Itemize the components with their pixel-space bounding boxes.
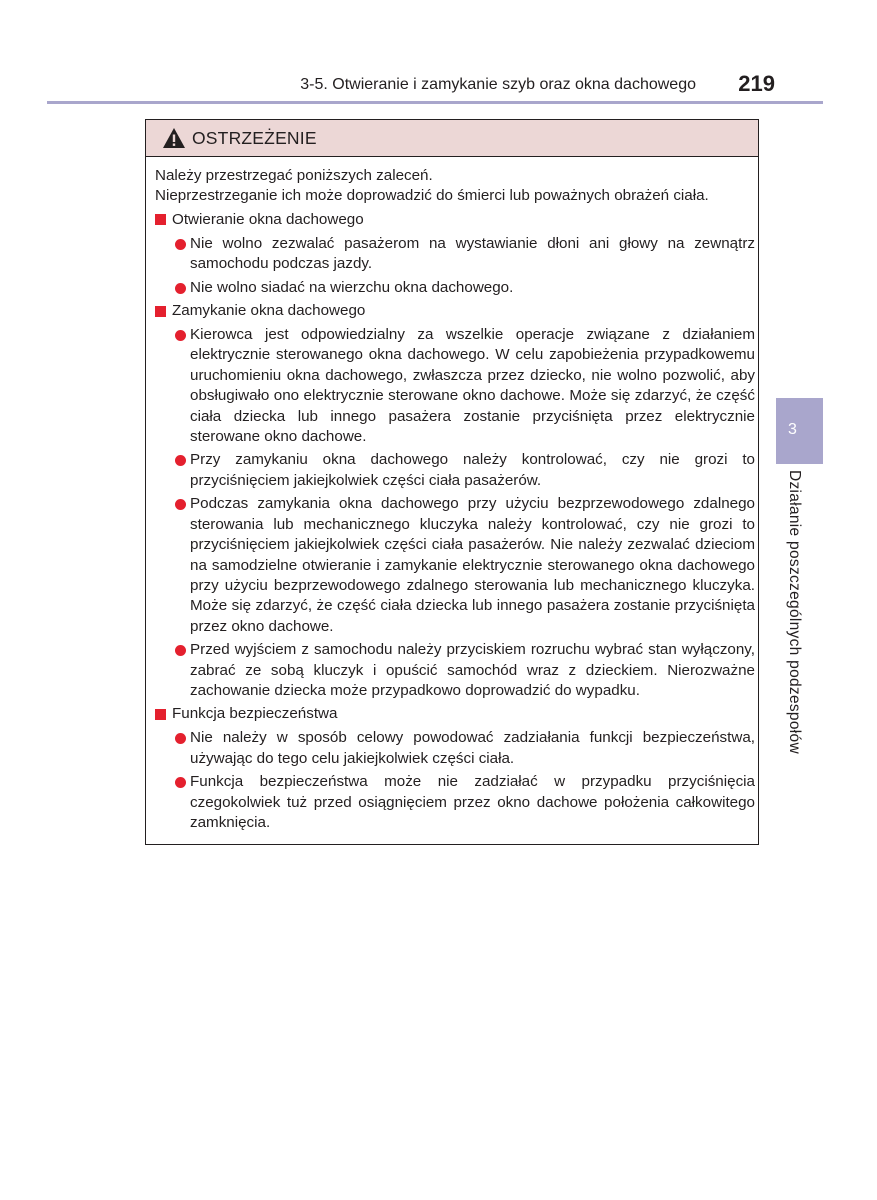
warning-box bbox=[145, 119, 759, 845]
list-item-text: Nie wolno zezwalać pasażerom na wystawianie dłoni ani głowy na zewnątrz samochodu podczas jazdy. bbox=[190, 234, 755, 273]
list-item-text: Podczas zamykania okna dachowego przy użyciu bezprzewodowego zdalnego sterowania lub mechanicznego kluczyka należy kontrolować, czy nie grozi to przyciśnięciem jakiejkolwiek części ciała pasażerów. Nie należy zezwalać dzieciom na samodzielne otwieranie i zamykanie elektrycznie sterowanego okna dachowego przy użyciu bezprzewodowego zdalnego sterowania lub mechanicznego kluczyka. Może się zdarzyć, że część ciała dziecka lub innego pasażera zostanie przyciśnięta przez okno dachowe. bbox=[190, 495, 755, 635]
round-bullet-icon bbox=[175, 733, 186, 744]
header-section-title: 3-5. Otwieranie i zamykanie szyb oraz okna dachowego bbox=[300, 76, 696, 93]
warning-intro-line-1: Należy przestrzegać poniższych zaleceń. bbox=[155, 167, 433, 184]
warning-intro-line-2: Nieprzestrzeganie ich może doprowadzić do śmierci lub poważnych obrażeń ciała. bbox=[155, 187, 709, 205]
chapter-label: Działanie poszczególnych podzespołów bbox=[786, 470, 803, 754]
list-item bbox=[155, 278, 755, 298]
square-bullet-icon bbox=[155, 306, 166, 317]
list-item-text: Przy zamykaniu okna dachowego należy kontrolować, czy nie grozi to przyciśnięciem jakiejkolwiek części ciała pasażerów. bbox=[190, 451, 755, 489]
round-bullet-icon bbox=[175, 283, 186, 294]
list-item-text: Funkcja bezpieczeństwa może nie zadziałać w przypadku przyciśnięcia czegokolwiek tuż przed osiągnięciem przez okno dachowe położenia całkowitego zamknięcia. bbox=[190, 773, 755, 831]
list-item-text: Nie wolno siadać na wierzchu okna dachowego. bbox=[190, 278, 514, 296]
list-item bbox=[155, 494, 755, 637]
list-item bbox=[155, 772, 755, 833]
warning-triangle-icon bbox=[162, 127, 186, 149]
list-item-text: Kierowca jest odpowiedzialny za wszelkie operacje związane z działaniem elektrycznie sterowanego okna dachowego. W celu zapobieżenia przypadkowemu uruchomieniu okna dachowego, zwłaszcza przez dziecko, nie wolno pozwolić, aby obsługiwało ono elektrycznie sterowane okno dachowe. Może się zdarzyć, że część ciała dziecka lub innego pasażera zostanie przyciśnięta przez elektrycznie sterowane okno dachowe. bbox=[190, 326, 755, 446]
round-bullet-icon bbox=[175, 777, 186, 788]
list-item-text: Przed wyjściem z samochodu należy przyciskiem rozruchu wybrać stan wyłączony, zabrać ze sobą kluczyk i opuścić samochód wraz z dzieckiem. Nierozważne zachowanie dziecka może przypadkowo doprowadzić do wypadku. bbox=[190, 641, 755, 699]
section-heading-label: Funkcja bezpieczeństwa bbox=[172, 705, 338, 723]
list-item-text: Nie należy w sposób celowy powodować zadziałania funkcji bezpieczeństwa, używając do tego celu jakiejkolwiek części ciała. bbox=[190, 729, 755, 767]
section-heading-label: Otwieranie okna dachowego bbox=[172, 210, 364, 228]
square-bullet-icon bbox=[155, 214, 166, 225]
warning-header bbox=[146, 120, 758, 157]
page-number: 219 bbox=[738, 71, 775, 96]
round-bullet-icon bbox=[175, 645, 186, 656]
round-bullet-icon bbox=[175, 499, 186, 510]
section-heading-sunroof-closing bbox=[155, 300, 758, 322]
square-bullet-icon bbox=[155, 709, 166, 720]
list-item bbox=[155, 640, 755, 701]
list-item bbox=[155, 325, 755, 447]
warning-title: OSTRZEŻENIE bbox=[192, 127, 317, 148]
round-bullet-icon bbox=[175, 330, 186, 341]
header-divider bbox=[47, 101, 823, 104]
round-bullet-icon bbox=[175, 239, 186, 250]
list-item bbox=[155, 728, 755, 769]
list-item bbox=[155, 234, 755, 275]
list-item bbox=[155, 450, 755, 491]
warning-body bbox=[146, 157, 758, 833]
section-heading-label: Zamykanie okna dachowego bbox=[172, 301, 366, 319]
section-heading-safety-function bbox=[155, 703, 758, 725]
section-heading-sunroof-opening bbox=[155, 209, 758, 231]
chapter-number: 3 bbox=[788, 421, 797, 438]
round-bullet-icon bbox=[175, 455, 186, 466]
